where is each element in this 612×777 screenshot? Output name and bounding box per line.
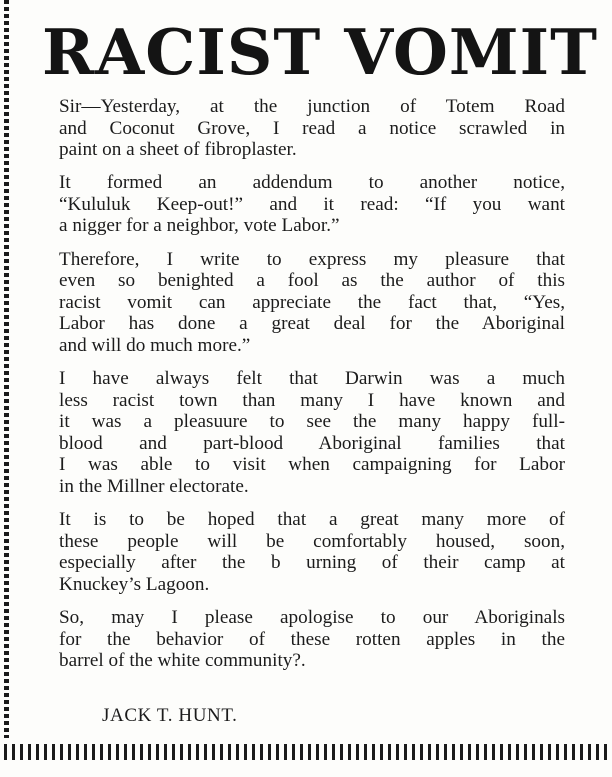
text-line: for the behavior of these rotten apples in the xyxy=(59,628,565,650)
text-line: even so benighted a fool as the author of this xyxy=(59,270,565,292)
text-line: less racist town than many I have known and xyxy=(59,389,565,411)
paragraph xyxy=(50,607,565,672)
text-line: Sir—Yesterday, at the junction of Totem Road xyxy=(59,96,565,117)
text-line: and will do much more.” xyxy=(59,334,251,356)
paragraph xyxy=(50,509,565,595)
text-line: blood and part-blood Aboriginal families that xyxy=(59,432,565,454)
paragraph xyxy=(50,368,565,498)
text-line: So, may I please apologise to our Aboriginals xyxy=(59,606,565,628)
text-line: especially after the b urning of their camp at xyxy=(59,552,565,574)
text-line: It is to be hoped that a great many more of xyxy=(59,509,565,531)
text-line: barrel of the white community?. xyxy=(59,650,306,672)
text-line: it was a pleasuure to see the many happy full- xyxy=(59,411,565,433)
text-line: Therefore, I write to express my pleasure that xyxy=(59,248,565,270)
headline: RACIST VOMIT xyxy=(42,15,598,89)
paragraph xyxy=(50,249,565,357)
text-line: It formed an addendum to another notice, xyxy=(59,172,565,194)
text-line: I have always felt that Darwin was a much xyxy=(59,368,565,390)
text-line: racist vomit can appreciate the fact that, “Yes, xyxy=(59,291,565,313)
text-line: paint on a sheet of fibroplaster. xyxy=(59,139,297,161)
text-line: and Coconut Grove, I read a notice scrawled in xyxy=(59,117,565,139)
letter-body xyxy=(50,96,565,683)
bottom-column-rule xyxy=(4,744,612,760)
author-signature: JACK T. HUNT. xyxy=(102,705,238,726)
left-column-rule xyxy=(4,0,9,738)
text-line: in the Millner electorate. xyxy=(59,476,249,497)
text-line: Knuckey’s Lagoon. xyxy=(59,573,210,595)
text-line: a nigger for a neighbor, vote Labor.” xyxy=(59,215,340,237)
text-line: I was able to visit when campaigning for Labor xyxy=(59,454,565,476)
paragraph xyxy=(50,96,565,161)
text-line: these people will be comfortably housed, soon, xyxy=(59,530,565,552)
paragraph xyxy=(50,172,565,237)
text-line: Labor has done a great deal for the Aboriginal xyxy=(59,313,565,335)
text-line: “Kululuk Keep-out!” and it read: “If you want xyxy=(59,193,565,215)
